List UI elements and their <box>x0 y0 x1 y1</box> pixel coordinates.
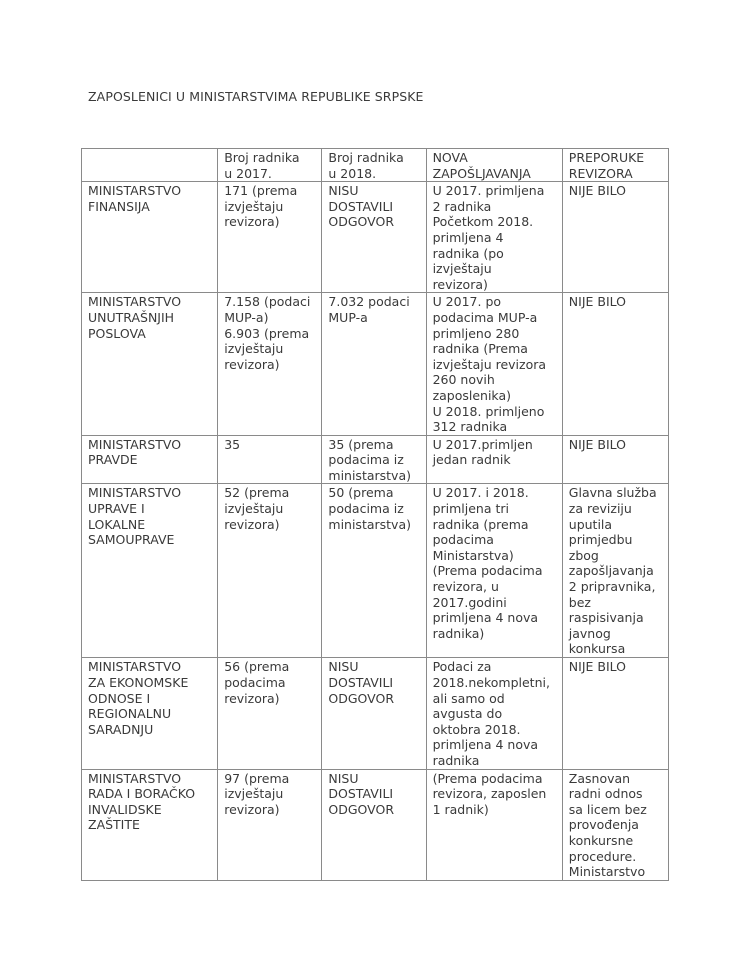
cell-line: 7.032 podaci <box>328 294 410 310</box>
cell-line: revizora) <box>224 690 280 706</box>
ministry-cell <box>82 293 218 435</box>
cell-line: primljena 4 nova <box>432 610 539 626</box>
ministry-cell <box>82 769 218 880</box>
cell-line: izvještaju <box>432 261 492 277</box>
cell-line: ODGOVOR <box>328 801 395 817</box>
table-row <box>82 658 669 769</box>
header-row <box>82 149 669 182</box>
workers-2018-cell <box>322 484 426 658</box>
cell-line: NOVA <box>432 150 468 165</box>
new-hires-cell <box>426 484 562 658</box>
cell-line: Zasnovan <box>568 770 631 786</box>
cell-line: PRAVDE <box>88 452 138 468</box>
cell-line: podacima <box>224 675 286 691</box>
cell-line: jedan radnik <box>432 452 511 468</box>
cell-line: MINISTARSTVO <box>88 183 182 199</box>
ministry-cell <box>82 658 218 769</box>
cell-line: podacima MUP-a <box>432 309 538 325</box>
cell-line: Podaci za <box>432 659 492 675</box>
recommendations-cell <box>562 182 668 293</box>
cell-line: provođenja <box>568 817 639 833</box>
cell-line: 2018.nekompletni, <box>432 675 550 691</box>
cell-line: primljena 4 <box>432 229 504 245</box>
cell-line: 1 radnik) <box>432 801 489 817</box>
cell-line: U 2018. primljeno <box>432 403 545 419</box>
cell-line: bez <box>568 594 591 610</box>
cell-line: primljena 4 nova <box>432 737 539 753</box>
cell-line: procedure. <box>568 848 637 864</box>
new-hires-cell <box>426 435 562 484</box>
cell-line: SAMOUPRAVE <box>88 532 175 548</box>
cell-line: Broj radnika <box>328 150 404 165</box>
cell-line: za reviziju <box>568 501 632 517</box>
cell-line: UPRAVE I <box>88 501 145 517</box>
cell-line: revizora) <box>224 516 280 532</box>
cell-line: revizora, u <box>432 579 499 595</box>
cell-line: 50 (prema <box>328 485 394 501</box>
cell-line: revizora, zaposlen <box>432 786 547 802</box>
table-row <box>82 769 669 880</box>
cell-line: 312 radnika <box>432 419 508 435</box>
cell-line: Ministarstva) <box>432 547 514 563</box>
header-cell-auditor-recommendations <box>562 149 668 182</box>
cell-line: MUP-a <box>328 309 368 325</box>
cell-line: javnog <box>568 625 611 641</box>
cell-line: 35 <box>224 436 241 452</box>
workers-2017-cell <box>218 769 322 880</box>
cell-line: REGIONALNU <box>88 706 172 722</box>
cell-line: LOKALNE <box>88 516 146 532</box>
workers-2018-cell <box>322 658 426 769</box>
cell-line: MINISTARSTVO <box>88 770 182 786</box>
cell-line: revizora) <box>224 214 280 230</box>
cell-line: 52 (prema <box>224 485 290 501</box>
cell-line: NIJE BILO <box>568 659 626 675</box>
cell-line: Početkom 2018. <box>432 214 534 230</box>
cell-line: ministarstva) <box>328 467 411 483</box>
cell-line: NIJE BILO <box>568 294 626 310</box>
header-cell-workers-2018 <box>322 149 426 182</box>
cell-line: konkursa <box>568 641 626 657</box>
cell-line: zbog <box>568 547 599 563</box>
cell-line: raspisivanja <box>568 610 644 626</box>
workers-2017-cell <box>218 658 322 769</box>
cell-line: Ministarstvo <box>568 864 646 880</box>
cell-line: DOSTAVILI <box>328 198 394 214</box>
cell-line: 2 pripravnika, <box>568 579 656 595</box>
cell-line: izvještaju <box>224 341 284 357</box>
table-row <box>82 484 669 658</box>
cell-line: DOSTAVILI <box>328 786 394 802</box>
cell-line: 7.158 (podaci <box>224 294 311 310</box>
cell-line: RADA I BORAČKO <box>88 786 196 802</box>
cell-line: MINISTARSTVO <box>88 659 182 675</box>
table-body <box>82 182 669 881</box>
workers-2018-cell <box>322 769 426 880</box>
cell-line: NISU <box>328 659 359 675</box>
cell-line: DOSTAVILI <box>328 675 394 691</box>
cell-line: u 2017. <box>224 165 272 181</box>
cell-line: izvještaju <box>224 198 284 214</box>
workers-2017-cell <box>218 293 322 435</box>
cell-line: revizora) <box>224 356 280 372</box>
cell-line: avgusta do <box>432 706 503 722</box>
cell-line: (Prema podacima <box>432 770 543 786</box>
cell-line: Broj radnika <box>224 150 300 165</box>
new-hires-cell <box>426 769 562 880</box>
cell-line: U 2017. po <box>432 294 502 310</box>
cell-line: radnika) <box>432 625 485 641</box>
document-title: ZAPOSLENICI U MINISTARSTVIMA REPUBLIKE SRPSKE <box>88 89 424 104</box>
cell-line: primljeno 280 <box>432 325 520 341</box>
header-cell-workers-2017 <box>218 149 322 182</box>
cell-line: 260 novih <box>432 372 495 388</box>
cell-line: ODNOSE I <box>88 690 151 706</box>
cell-line: U 2017.primljen <box>432 436 533 452</box>
cell-line: ministarstva) <box>328 516 411 532</box>
cell-line: uputila <box>568 516 613 532</box>
cell-line: radni odnos <box>568 786 643 802</box>
workers-2017-cell <box>218 182 322 293</box>
cell-line: 2017.godini <box>432 594 507 610</box>
cell-line: NISU <box>328 183 359 199</box>
workers-2017-cell <box>218 435 322 484</box>
cell-line: INVALIDSKE <box>88 801 162 817</box>
recommendations-cell <box>562 769 668 880</box>
cell-line: 171 (prema <box>224 183 298 199</box>
cell-line: U 2017. i 2018. <box>432 485 529 501</box>
table-row <box>82 293 669 435</box>
cell-line: izvještaju <box>224 501 284 517</box>
cell-line: ZAPOŠLJAVANJA <box>432 165 531 181</box>
cell-line: 56 (prema <box>224 659 290 675</box>
cell-line: zaposlenika) <box>432 387 511 403</box>
recommendations-cell <box>562 293 668 435</box>
workers-2017-cell <box>218 484 322 658</box>
new-hires-cell <box>426 658 562 769</box>
cell-line: podacima <box>432 532 494 548</box>
cell-line: sa licem bez <box>568 801 647 817</box>
workers-2018-cell <box>322 182 426 293</box>
cell-line: primjedbu <box>568 532 633 548</box>
ministry-cell <box>82 435 218 484</box>
cell-line: zapošljavanja <box>568 563 654 579</box>
cell-line: radnika (po <box>432 245 504 261</box>
cell-line: ODGOVOR <box>328 690 395 706</box>
cell-line: 6.903 (prema <box>224 325 310 341</box>
ministry-cell <box>82 182 218 293</box>
ministry-cell <box>82 484 218 658</box>
table-row <box>82 182 669 293</box>
cell-line: SARADNJU <box>88 721 154 737</box>
cell-line: ZA EKONOMSKE <box>88 675 189 691</box>
cell-line: primljena tri <box>432 501 509 517</box>
cell-line: MINISTARSTVO <box>88 294 182 310</box>
recommendations-cell <box>562 484 668 658</box>
cell-line: ODGOVOR <box>328 214 395 230</box>
cell-line: FINANSIJA <box>88 198 150 214</box>
cell-line: 97 (prema <box>224 770 290 786</box>
cell-line: podacima iz <box>328 501 404 517</box>
cell-line: MINISTARSTVO <box>88 436 182 452</box>
cell-line: Glavna služba <box>568 485 657 501</box>
cell-line: POSLOVA <box>88 325 146 341</box>
cell-line: konkursne <box>568 833 634 848</box>
cell-line: podacima iz <box>328 452 404 468</box>
cell-line: 2 radnika <box>432 198 492 214</box>
cell-line: u 2018. <box>328 165 377 181</box>
new-hires-cell <box>426 182 562 293</box>
cell-line: revizora) <box>432 276 488 292</box>
cell-line: 35 (prema <box>328 436 394 452</box>
cell-line: revizora) <box>224 801 280 817</box>
new-hires-cell <box>426 293 562 435</box>
table-row <box>82 435 669 484</box>
cell-line: oktobra 2018. <box>432 721 521 737</box>
cell-line: izvještaju <box>224 786 284 802</box>
cell-line: NIJE BILO <box>568 436 626 452</box>
cell-line: MUP-a) <box>224 309 269 325</box>
cell-line: NISU <box>328 770 359 786</box>
cell-line: radnika <box>432 753 480 769</box>
ministries-table <box>81 148 669 881</box>
cell-line: ZAŠTITE <box>88 817 140 833</box>
cell-line: ali samo od <box>432 690 505 706</box>
cell-line: NIJE BILO <box>568 183 626 199</box>
recommendations-cell <box>562 435 668 484</box>
cell-line: izvještaju revizora <box>432 356 547 372</box>
cell-line: U 2017. primljena <box>432 183 545 199</box>
cell-line: PREPORUKE <box>568 150 645 165</box>
cell-line: (Prema podacima <box>432 563 543 579</box>
cell-line: UNUTRAŠNJIH <box>88 309 175 325</box>
workers-2018-cell <box>322 435 426 484</box>
cell-line: MINISTARSTVO <box>88 485 182 501</box>
cell-line: radnika (prema <box>432 516 529 532</box>
workers-2018-cell <box>322 293 426 435</box>
cell-line: radnika (Prema <box>432 341 528 357</box>
header-cell-new-hires <box>426 149 562 182</box>
recommendations-cell <box>562 658 668 769</box>
cell-line: REVIZORA <box>568 165 633 181</box>
table-header <box>82 149 669 182</box>
header-cell-ministry <box>82 149 218 182</box>
